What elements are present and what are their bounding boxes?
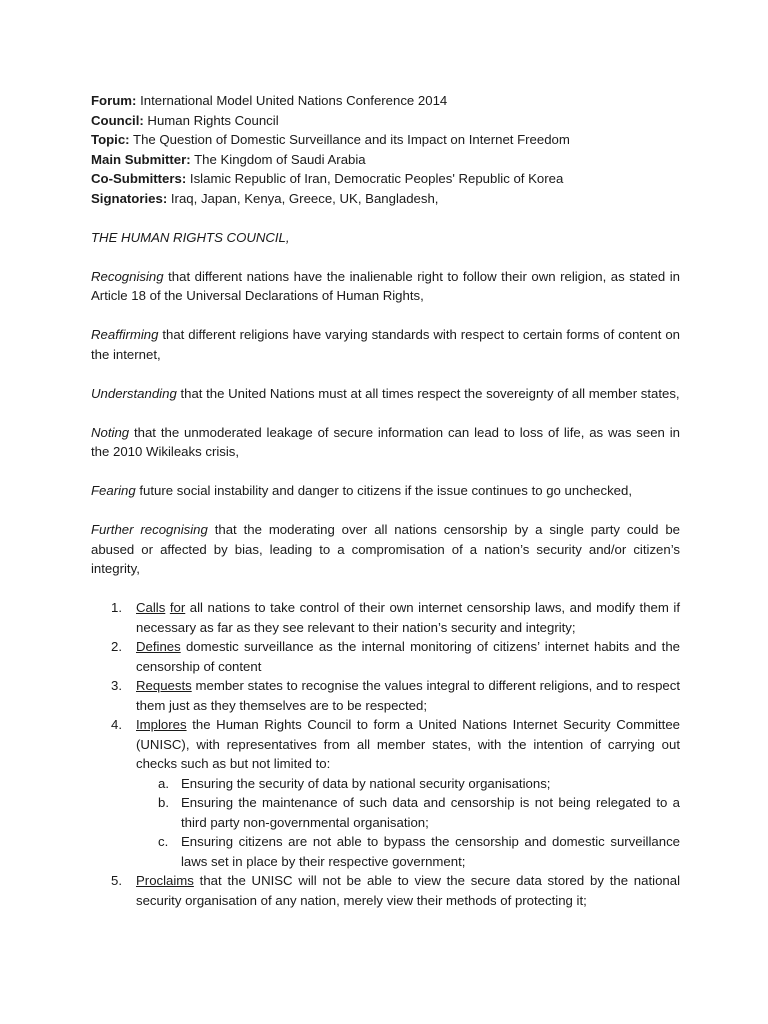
operative-clause [91, 676, 680, 715]
preambulatory-clause [91, 325, 680, 364]
main-submitter-value: The Kingdom of Saudi Arabia [194, 151, 366, 167]
clause-number: 5. [111, 873, 122, 888]
council-label: Council: [91, 112, 144, 128]
sub-clause-text: Ensuring the security of data by national security organisations; [181, 775, 551, 791]
sub-clause-text: Ensuring citizens are not able to bypass the censorship and domestic surveillance laws set in place by their respective government; [181, 834, 680, 869]
preambulatory-clause [91, 520, 680, 579]
preamble-verb: Further recognising [91, 522, 208, 537]
operative-verb: Requests [136, 678, 192, 693]
operative-text: domestic surveillance as the internal monitoring of citizens’ internet habits and the censorship of content [136, 639, 680, 674]
topic-line [91, 130, 680, 150]
sub-clause-letter: c. [158, 834, 169, 849]
operative-text: the Human Rights Council to form a United Nations Internet Security Committee (UNISC), with representatives from all member states, with the intention of carrying out checks such as but not limited to: [136, 717, 680, 771]
operative-verb: Implores [136, 717, 187, 732]
forum-line [91, 91, 680, 111]
topic-value: The Question of Domestic Surveillance and its Impact on Internet Freedom [133, 132, 570, 147]
sub-clause [136, 793, 680, 832]
preambulatory-clause [91, 267, 680, 306]
forum-value: International Model United Nations Conference 2014 [140, 93, 448, 108]
council-line [91, 111, 680, 131]
operative-verb-2: for [169, 600, 186, 615]
operative-clause [91, 598, 680, 637]
preamble-text: that different nations have the inalienable right to follow their own religion, as stated in Article 18 of the Universal Declarations of Human Rights, [91, 268, 680, 303]
body-title: THE HUMAN RIGHTS COUNCIL, [91, 229, 290, 245]
forum-label: Forum: [91, 93, 137, 108]
operative-verb: Calls [136, 600, 166, 615]
operative-verb: Proclaims [136, 873, 194, 888]
preamble-verb: Fearing [91, 483, 136, 498]
co-submitters-value: Islamic Republic of Iran, Democratic Peoples' Republic of Korea [189, 171, 564, 186]
operative-text: member states to recognise the values integral to different religions, and to respect them just as they themselves are to be respected; [136, 678, 680, 713]
sub-clauses [136, 774, 680, 872]
preamble-text: future social instability and danger to citizens if the issue continues to go unchecked, [135, 483, 633, 498]
operative-clause [91, 715, 680, 871]
sub-clause [136, 832, 680, 871]
preamble-verb: Recognising [91, 268, 164, 284]
operative-verb: Defines [136, 639, 181, 654]
preambulatory-clause [91, 481, 680, 501]
sub-clause [136, 774, 680, 794]
topic-label: Topic: [91, 132, 130, 147]
operative-clause [91, 637, 680, 676]
preamble-text: that the United Nations must at all times respect the sovereignty of all member states, [176, 385, 680, 401]
preamble-verb: Understanding [91, 385, 177, 401]
signatories-line [91, 189, 680, 209]
main-submitter-line [91, 150, 680, 170]
preamble-text: that the unmoderated leakage of secure information can lead to loss of life, as was seen in the 2010 Wikileaks crisis, [91, 424, 680, 459]
signatories-label: Signatories: [91, 190, 168, 206]
operative-clauses [91, 598, 680, 910]
operative-text: all nations to take control of their own internet censorship laws, and modify them if necessary as far as they see relevant to their nation’s security and integrity; [136, 600, 680, 635]
sub-clause-letter: a. [158, 775, 169, 791]
co-submitters-line [91, 169, 680, 189]
co-submitters-label: Co-Submitters: [91, 171, 187, 186]
sub-clause-text: Ensuring the maintenance of such data and censorship is not being relegated to a third party non-governmental organisation; [181, 795, 680, 830]
clause-number: 2. [111, 639, 122, 654]
preamble-text: that different religions have varying standards with respect to certain forms of content on the internet, [91, 327, 680, 362]
clause-number: 3. [111, 678, 122, 693]
resolution-header [91, 91, 680, 208]
main-submitter-label: Main Submitter: [91, 151, 191, 167]
preamble-verb: Noting [91, 424, 130, 440]
clause-number: 4. [111, 717, 122, 732]
council-value: Human Rights Council [147, 112, 279, 128]
operative-text: that the UNISC will not be able to view the secure data stored by the national security organisation of any nation, merely view their methods of protecting it; [136, 873, 680, 908]
preamble-verb: Reaffirming [91, 327, 159, 342]
sub-clause-letter: b. [158, 795, 169, 810]
preamble-text: that the moderating over all nations censorship by a single party could be abused or affected by bias, leading to a compromisation of a nation’s security and/or citizen’s integrity, [91, 522, 680, 576]
preambulatory-clause [91, 423, 680, 462]
clause-number: 1. [111, 600, 122, 615]
operative-clause [91, 871, 680, 910]
signatories-value: Iraq, Japan, Kenya, Greece, UK, Bangladesh, [170, 190, 439, 206]
preambulatory-clause [91, 384, 680, 404]
